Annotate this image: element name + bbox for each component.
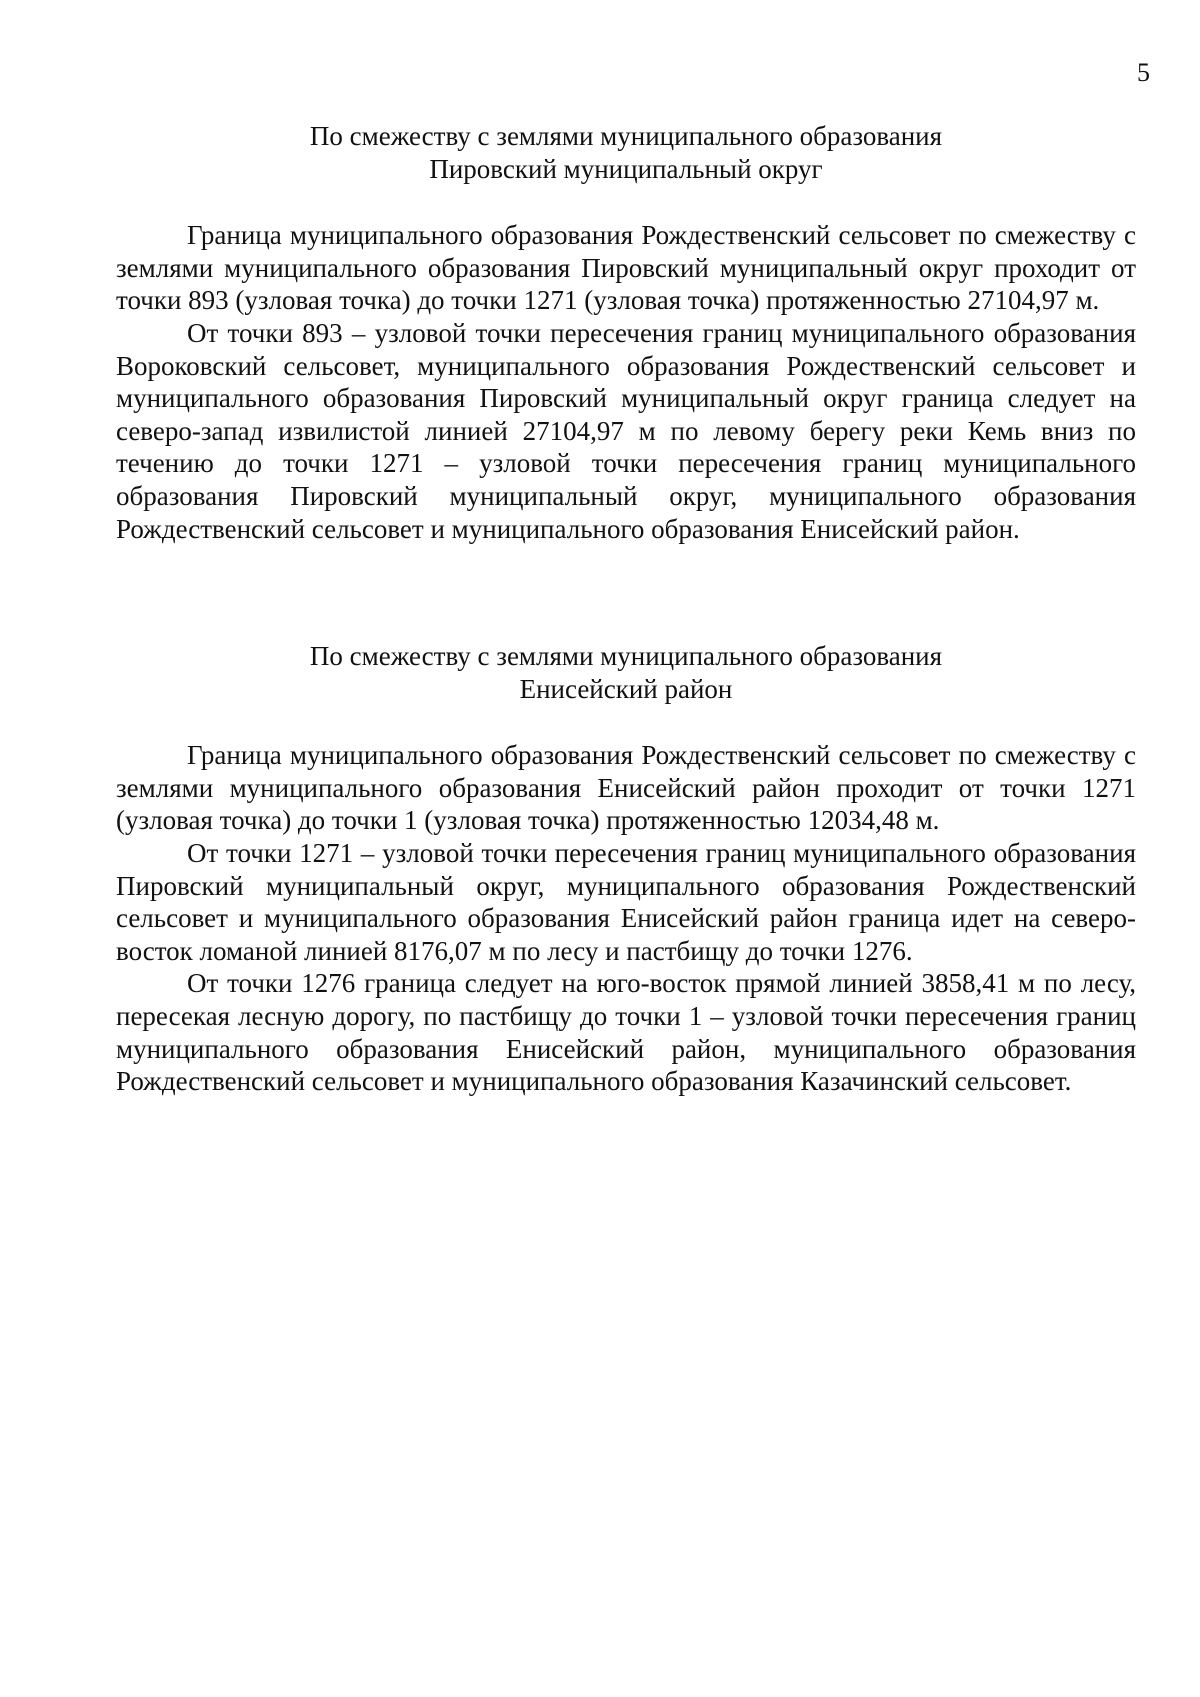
section-heading-line: По смежеству с землями муниципального образования (309, 121, 943, 151)
section-heading-line: Пировский муниципальный округ (429, 153, 823, 184)
section-heading (116, 640, 1136, 705)
section-pirovsky (116, 120, 1136, 545)
paragraph: Граница муниципального образования Рождественский сельсовет по смежеству с землями муниципального образования Пировский муниципальный округ проходит от точки 893 (узловая точка) до точки 1271 (узловая точка) протяженностью 27104,97 м. (116, 220, 1136, 316)
paragraph: Граница муниципального образования Рождественский сельсовет по смежеству с землями муниципального образования Енисейский район проходит от точки 1271 (узловая точка) до точки 1 (узловая точка) протяженностью 12034,48 м. (116, 740, 1136, 836)
section-heading (116, 120, 1136, 185)
section-heading-line: Енисейский район (519, 673, 733, 704)
paragraph: От точки 1276 граница следует на юго-восток прямой линией 3858,41 м по лесу, пересекая лесную дорогу, по пастбищу до точки 1 – узловой точки пересечения границ муниципального образования Енисейский район, муниципального образования Рождественский сельсовет и муниципального образования Казачинский сельсовет. (116, 968, 1136, 1097)
page-number: 5 (1137, 58, 1150, 87)
section-heading-line: По смежеству с землями муниципального образования (309, 641, 943, 671)
paragraph: От точки 1271 – узловой точки пересечения границ муниципального образования Пировский муниципальный округ, муниципального образования Рождественский сельсовет и муниципального образования Енисейский район граница идет на северо-восток ломаной линией 8176,07 м по лесу и пастбищу до точки 1276. (116, 837, 1136, 966)
section-yeniseysky (116, 640, 1136, 1098)
spacer (116, 705, 1136, 739)
spacer (116, 185, 1136, 219)
paragraph: От точки 893 – узловой точки пересечения границ муниципального образования Вороковский сельсовет, муниципального образования Рождественский сельсовет и муниципального образования Пировский муниципальный округ граница следует на северо-запад извилистой линией 27104,97 м по левому берегу реки Кемь вниз по течению до точки 1271 – узловой точки пересечения границ муниципального образования Пировский муниципальный округ, муниципального образования Рождественский сельсовет и муниципального образования Енисейский район. (116, 317, 1136, 544)
